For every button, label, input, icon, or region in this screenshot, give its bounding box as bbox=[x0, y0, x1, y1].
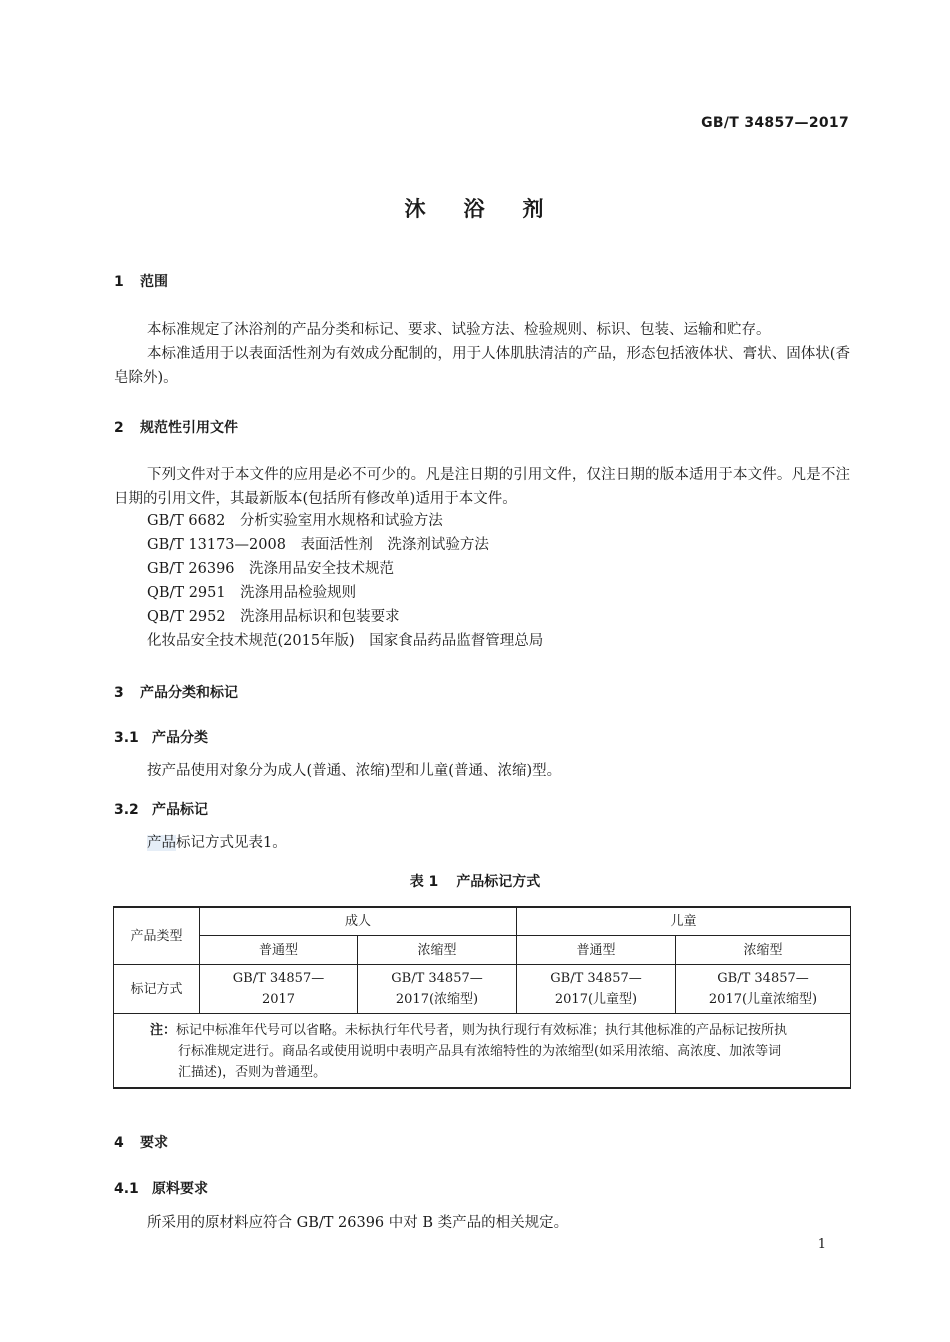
text-selection[interactable]: 产品 bbox=[147, 835, 176, 851]
table-note bbox=[114, 1014, 851, 1089]
cell-line: 2017 bbox=[261, 992, 296, 1007]
section-number: 4.1 bbox=[114, 1181, 139, 1197]
reference-code: QB/T 2952 bbox=[147, 609, 226, 625]
cell-line: GB/T 34857— bbox=[391, 971, 483, 986]
table-cell bbox=[517, 965, 676, 1014]
section-4-1-heading bbox=[114, 1178, 208, 1198]
header-adult-concentrated: 浓缩型 bbox=[358, 936, 517, 965]
row-label-marking: 标记方式 bbox=[114, 965, 200, 1014]
section-3-2-heading bbox=[114, 799, 208, 819]
reference-title: 表面活性剂 洗涤剂试验方法 bbox=[300, 537, 489, 553]
section-title: 原料要求 bbox=[152, 1181, 208, 1197]
section-1-paragraph-2: 本标准适用于以表面活性剂为有效成分配制的，用于人体肌肤清洁的产品，形态包括液体状、膏状、固体状(香皂除外)。 bbox=[114, 346, 850, 386]
cell-line: 2017(浓缩型) bbox=[395, 992, 479, 1007]
cell-line: GB/T 34857— bbox=[550, 971, 642, 986]
table-cell bbox=[358, 965, 517, 1014]
table-cell bbox=[200, 965, 358, 1014]
reference-title: 分析实验室用水规格和试验方法 bbox=[239, 513, 443, 529]
section-number: 2 bbox=[114, 420, 124, 436]
product-marking-table bbox=[113, 906, 851, 1089]
note-line: 行标准规定进行。商品名或使用说明中表明产品具有浓缩特性的为浓缩型(如采用浓缩、高浓度、加浓等词 bbox=[178, 1044, 782, 1059]
header-child: 儿童 bbox=[517, 907, 851, 936]
note-line: 标记中标准年代号可以省略。未标执行年代号者，则为执行现行有效标准；执行其他标准的产品标记按所执 bbox=[176, 1023, 788, 1038]
section-2-intro: 下列文件对于本文件的应用是必不可少的。凡是注日期的引用文件，仅注日期的版本适用于本文件。凡是不注日期的引用文件，其最新版本(包括所有修改单)适用于本文件。 bbox=[114, 467, 850, 507]
section-title: 规范性引用文件 bbox=[140, 420, 238, 436]
title-char: 沐 bbox=[404, 197, 428, 221]
reference-title: 国家食品药品监督管理总局 bbox=[369, 633, 544, 649]
reference-code: GB/T 6682 bbox=[147, 513, 226, 529]
section-3-heading bbox=[114, 682, 238, 702]
reference-code: QB/T 2951 bbox=[147, 585, 226, 601]
header-product-type: 产品类型 bbox=[114, 907, 200, 965]
header-adult: 成人 bbox=[200, 907, 517, 936]
note-line: 汇描述)，否则为普通型。 bbox=[178, 1065, 327, 1080]
section-title: 产品分类 bbox=[152, 730, 208, 746]
section-1-paragraph-1: 本标准规定了沐浴剂的产品分类和标记、要求、试验方法、检验规则、标识、包装、运输和贮存。 bbox=[147, 322, 771, 338]
standard-number: GB/T 34857—2017 bbox=[701, 115, 849, 131]
table-title: 产品标记方式 bbox=[456, 874, 541, 890]
section-4-heading bbox=[114, 1132, 168, 1152]
section-title: 要求 bbox=[140, 1135, 168, 1151]
title-char: 浴 bbox=[463, 197, 487, 221]
reference-title: 洗涤用品标识和包装要求 bbox=[240, 609, 400, 625]
section-3-1-text: 按产品使用对象分为成人(普通、浓缩)型和儿童(普通、浓缩)型。 bbox=[147, 763, 562, 779]
section-3-2-text bbox=[147, 831, 287, 855]
table-caption bbox=[0, 871, 950, 891]
reference-code: 化妆品安全技术规范(2015年版) bbox=[147, 633, 355, 649]
reference-title: 洗涤用品检验规则 bbox=[240, 585, 357, 601]
section-title: 产品标记 bbox=[152, 802, 208, 818]
section-number: 3.1 bbox=[114, 730, 139, 746]
header-child-normal: 普通型 bbox=[517, 936, 676, 965]
section-title: 范围 bbox=[140, 274, 168, 290]
section-number: 3.2 bbox=[114, 802, 139, 818]
section-4-1-text: 所采用的原材料应符合 GB/T 26396 中对 B 类产品的相关规定。 bbox=[147, 1215, 569, 1231]
reference-item bbox=[147, 557, 394, 581]
reference-title: 洗涤用品安全技术规范 bbox=[249, 561, 395, 577]
cell-line: GB/T 34857— bbox=[232, 971, 325, 986]
title-char: 剂 bbox=[522, 197, 546, 221]
reference-code: GB/T 13173—2008 bbox=[147, 537, 286, 553]
cell-line: GB/T 34857— bbox=[717, 971, 809, 986]
page-number: 1 bbox=[817, 1237, 826, 1252]
note-label: 注： bbox=[150, 1023, 177, 1038]
reference-item bbox=[147, 605, 400, 629]
cell-line: 2017(儿童型) bbox=[554, 992, 638, 1007]
reference-item bbox=[147, 533, 489, 557]
section-number: 1 bbox=[114, 274, 124, 290]
section-number: 4 bbox=[114, 1135, 124, 1151]
reference-item bbox=[147, 581, 356, 605]
cell-line: 2017(儿童浓缩型) bbox=[708, 992, 818, 1007]
table-number: 表 1 bbox=[409, 874, 439, 890]
section-title: 产品分类和标记 bbox=[140, 685, 238, 701]
reference-code: GB/T 26396 bbox=[147, 561, 235, 577]
document-title bbox=[0, 193, 950, 223]
reference-item bbox=[147, 509, 443, 533]
table-cell bbox=[676, 965, 851, 1014]
section-number: 3 bbox=[114, 685, 124, 701]
section-3-1-heading bbox=[114, 727, 208, 747]
text-run: 标记方式见表1。 bbox=[176, 835, 287, 851]
header-adult-normal: 普通型 bbox=[200, 936, 358, 965]
reference-item bbox=[147, 629, 543, 653]
section-2-heading bbox=[114, 417, 238, 437]
header-child-concentrated: 浓缩型 bbox=[676, 936, 851, 965]
section-1-heading bbox=[114, 271, 168, 291]
